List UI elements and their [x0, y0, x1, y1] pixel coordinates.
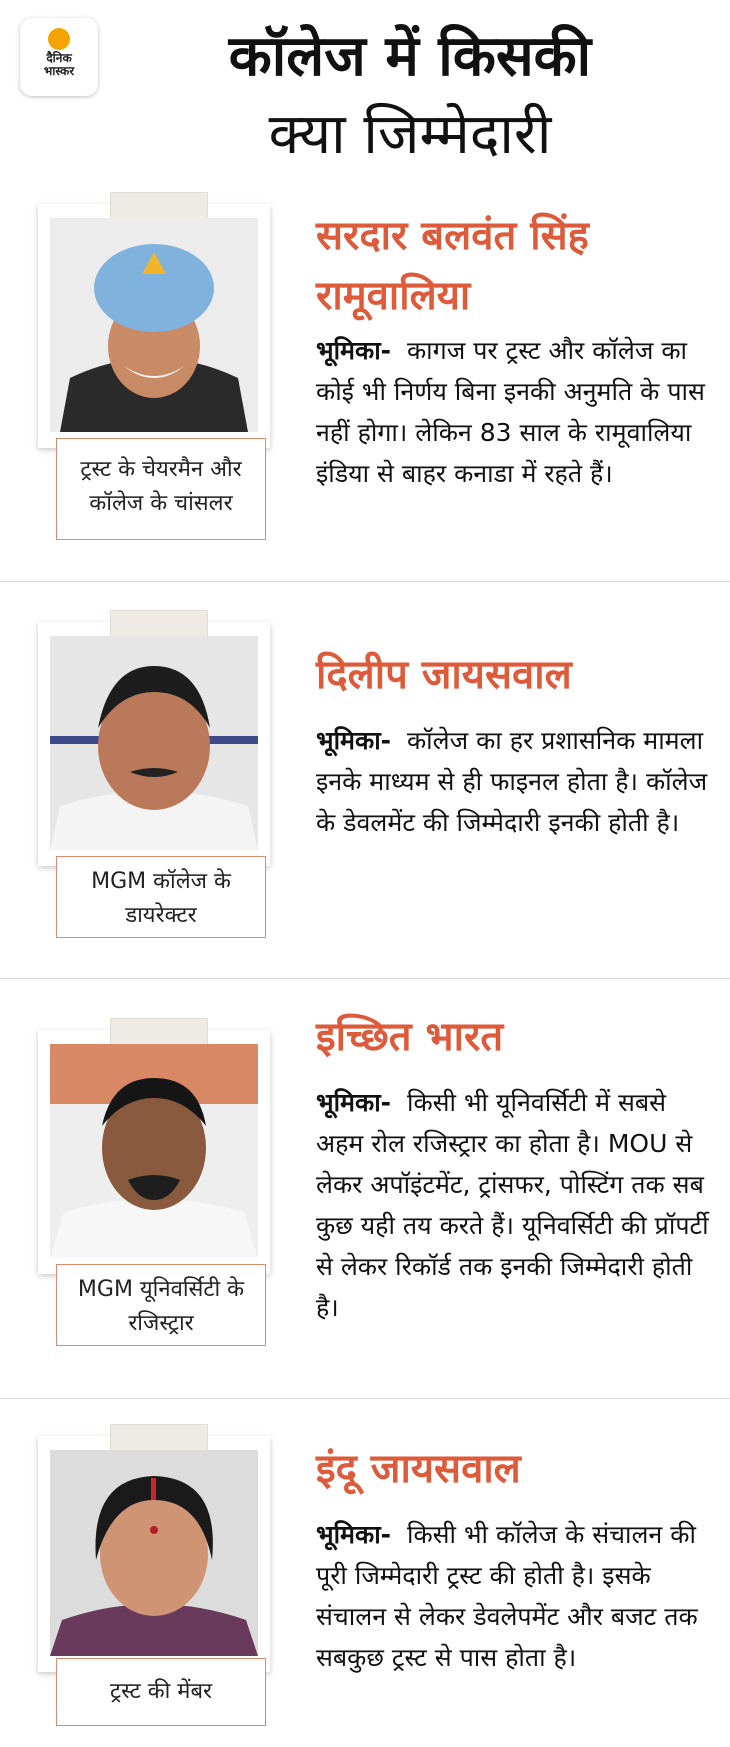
caption-dilip: MGM कॉलेज के डायरेक्टर — [56, 856, 266, 938]
description-ramoowalia — [316, 330, 712, 494]
photo-frame-ramoowalia — [38, 204, 270, 448]
page-title-line2: क्या जिम्मेदारी — [268, 102, 552, 167]
page-title-line1: कॉलेज में किसकी — [228, 24, 592, 89]
description-dilip — [316, 720, 712, 843]
logo-line2: भास्कर — [43, 64, 75, 78]
photo-frame-dilip — [38, 622, 270, 866]
caption-ramoowalia: ट्रस्ट के चेयरमैन और कॉलेज के चांसलर — [56, 438, 266, 540]
name-ramoowalia — [316, 206, 716, 326]
description-text: किसी भी कॉलेज के संचालन की पूरी जिम्मेदारी ट्रस्ट की होती है। इसके संचालन से लेकर डेवलेपमेंट और बजट तक सबकुछ ट्रस्ट से पास होता है। — [316, 1520, 698, 1672]
name-dilip: दिलीप जायसवाल — [316, 652, 572, 698]
description-text: कॉलेज का हर प्रशासनिक मामला इनके माध्यम से ही फाइनल होता है। कॉलेज के डेवलमेंट की जिम्मेदारी इनकी होती है। — [316, 726, 708, 837]
photo-indu — [50, 1450, 258, 1656]
tape-decoration — [110, 610, 208, 638]
dainik-bhaskar-logo — [20, 18, 98, 96]
role-label: भूमिका- — [316, 1520, 392, 1549]
logo-line1: दैनिक — [46, 51, 72, 65]
photo-dilip — [50, 636, 258, 850]
role-label: भूमिका- — [316, 726, 392, 755]
description-text: कागज पर ट्रस्ट और कॉलेज का कोई भी निर्णय बिना इनकी अनुमति के पास नहीं होगा। लेकिन 83 साल के रामूवालिया इंडिया से बाहर कनाडा में रहते हैं। — [316, 336, 705, 488]
photo-ramoowalia — [50, 218, 258, 432]
tape-decoration — [110, 1018, 208, 1046]
name-ichchhit: इच्छित भारत — [316, 1014, 504, 1060]
photo-frame-ichchhit — [38, 1030, 270, 1274]
section-divider — [0, 1398, 730, 1399]
caption-indu: ट्रस्ट की मेंबर — [56, 1658, 266, 1726]
name-indu: इंदू जायसवाल — [316, 1446, 521, 1492]
photo-ichchhit — [50, 1044, 258, 1258]
caption-ichchhit: MGM यूनिवर्सिटी के रजिस्ट्रार — [56, 1264, 266, 1346]
tape-decoration — [110, 192, 208, 220]
role-label: भूमिका- — [316, 336, 392, 365]
name-ramoowalia-line2: रामूवालिया — [316, 273, 471, 319]
section-divider — [0, 581, 730, 582]
photo-frame-indu — [38, 1436, 270, 1672]
role-label: भूमिका- — [316, 1088, 392, 1117]
description-indu — [316, 1514, 712, 1678]
description-ichchhit — [316, 1082, 712, 1328]
section-divider — [0, 978, 730, 979]
tape-decoration — [110, 1424, 208, 1452]
description-text: किसी भी यूनिवर्सिटी में सबसे अहम रोल रजिस्ट्रार का होता है। MOU से लेकर अपॉइंटमेंट, ट्रांसफर, पोस्टिंग तक सब कुछ यही तय करते हैं। यूनिवर्सिटी की प्रॉपर्टी से लेकर रिकॉर्ड तक इनकी जिम्मेदारी होती है। — [316, 1088, 709, 1322]
name-ramoowalia-line1: सरदार बलवंत सिंह — [316, 213, 589, 259]
sun-icon — [48, 28, 70, 50]
